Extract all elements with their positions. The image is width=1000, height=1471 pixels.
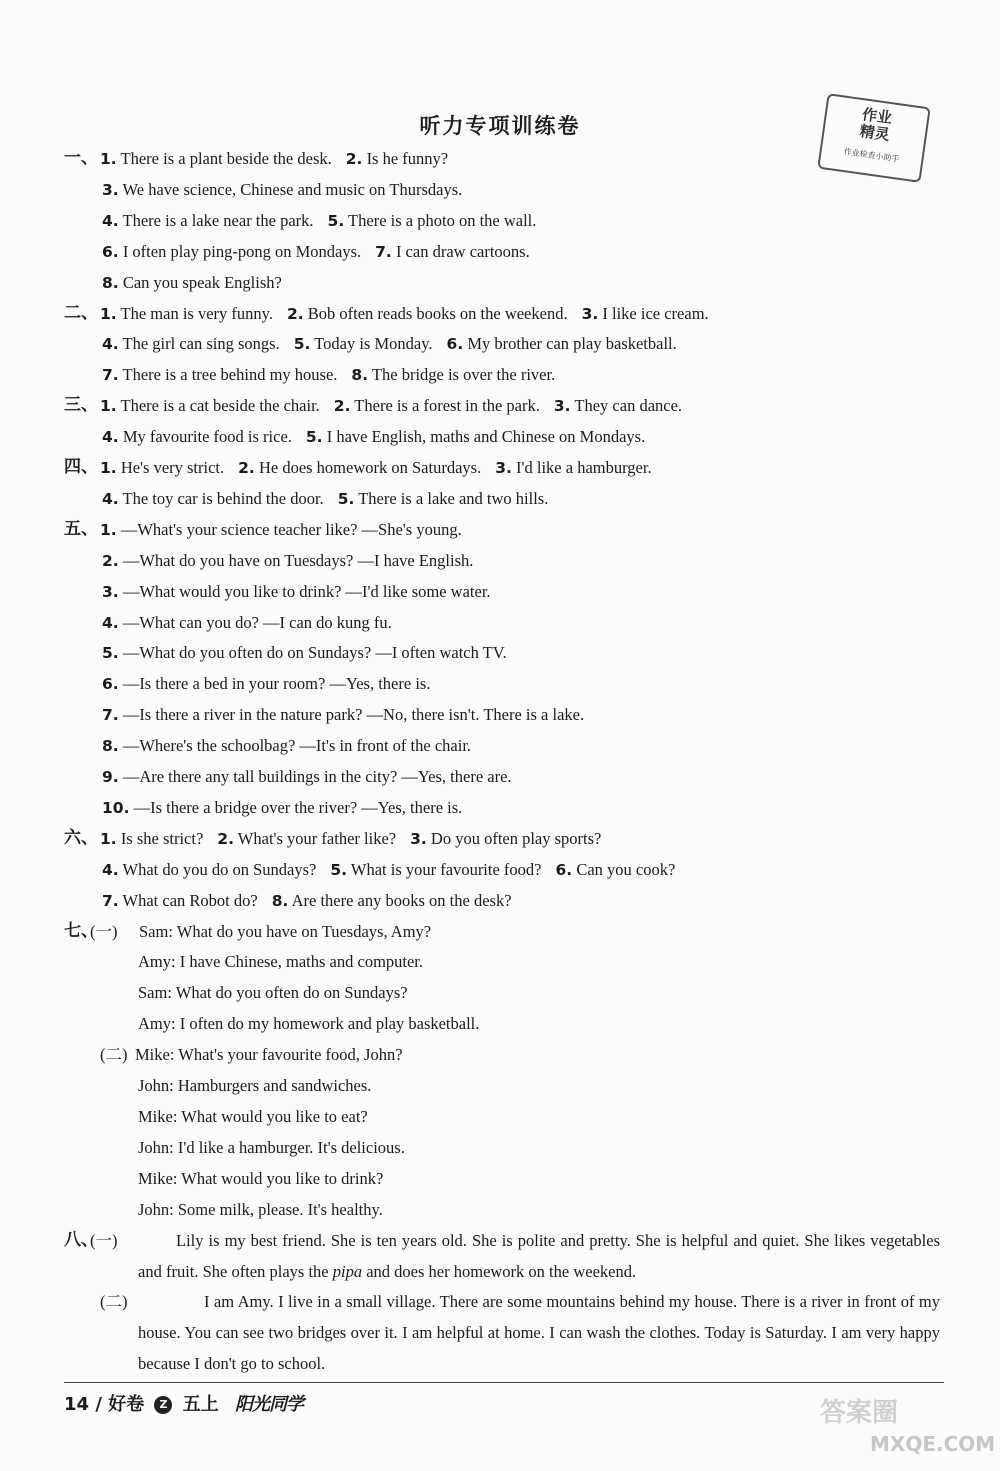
answer-item (102, 798, 462, 817)
dialogue-line: Mike: What's your favourite food, John? (135, 1045, 403, 1065)
answer-item (102, 891, 258, 910)
answer-item (102, 643, 507, 662)
watermark-url: MXQE.COM (870, 1432, 996, 1456)
answer-items (102, 885, 526, 917)
item-number: 3. (495, 459, 512, 477)
answer-line (0, 1070, 1000, 1101)
footer (64, 1390, 303, 1416)
item-text: What's your father like? (233, 828, 397, 848)
answer-line (0, 576, 1000, 607)
item-text: I can draw cartoons. (391, 241, 530, 261)
answer-item (100, 304, 273, 323)
answer-line (0, 668, 1000, 699)
answer-items (100, 390, 696, 422)
answer-line (0, 390, 1000, 421)
item-text: What do you do on Sundays? (118, 859, 317, 879)
item-text: What can Robot do? (118, 890, 258, 910)
answer-item (102, 489, 324, 508)
item-number: 7. (102, 366, 119, 385)
answer-item (102, 582, 491, 601)
answer-line (0, 792, 1000, 823)
answer-items (102, 854, 689, 886)
item-number: 8. (351, 366, 369, 385)
passage-segment: and does her homework on the weekend. (362, 1261, 637, 1281)
answer-item (346, 149, 448, 168)
item-text: What is your favourite food? (347, 859, 542, 879)
answer-item (294, 334, 433, 353)
answer-items (102, 236, 544, 268)
item-text: There is a lake and two hills. (354, 488, 549, 508)
answer-line (0, 885, 1000, 916)
answer-items (102, 328, 691, 360)
item-text: Is he funny? (362, 149, 449, 168)
item-number: 2. (217, 829, 234, 848)
answer-item (102, 705, 584, 724)
item-number: 2. (238, 459, 255, 477)
answer-item (102, 767, 512, 786)
answer-line (0, 916, 1000, 947)
answer-item (100, 396, 320, 415)
item-text: There is a cat beside the chair. (116, 396, 320, 416)
answer-item (102, 211, 314, 230)
item-number: 2. (102, 551, 119, 570)
answer-line (0, 1101, 1000, 1132)
section-label: 七、 (64, 920, 98, 941)
answer-items (100, 823, 615, 855)
item-text: —What do you have on Tuesdays? —I have English. (118, 550, 474, 570)
answer-items (102, 637, 521, 669)
answer-item (217, 829, 396, 848)
dialogue-line: Mike: What would you like to eat? (138, 1106, 368, 1126)
answer-item (102, 427, 292, 446)
item-text: —Is there a bridge over the river? —Yes, there is. (129, 797, 463, 817)
item-text: There is a tree behind my house. (118, 365, 338, 385)
answer-item (375, 242, 530, 261)
answer-item (330, 860, 541, 879)
answer-line (0, 730, 1000, 761)
item-number: 5. (330, 860, 348, 879)
item-text: There is a photo on the wall. (344, 210, 537, 230)
item-number: 5. (293, 335, 311, 354)
answer-item (102, 674, 430, 693)
answer-line (0, 607, 1000, 638)
section-label: 八、 (64, 1229, 98, 1250)
item-text: I like ice cream. (598, 303, 709, 323)
answer-item (556, 860, 676, 879)
answer-item (410, 829, 601, 848)
item-number: 1. (100, 829, 117, 848)
answer-items (102, 483, 562, 515)
item-number: 10. (102, 798, 130, 817)
answer-line (0, 854, 1000, 885)
item-number: 4. (102, 860, 119, 879)
answer-item (338, 489, 549, 508)
book-name: 好卷 (108, 1394, 145, 1415)
item-text: The toy car is behind the door. (118, 488, 324, 508)
section-label: 二、 (64, 302, 98, 323)
answer-line (0, 205, 1000, 236)
watermark-text: 答案圈 (820, 1398, 899, 1428)
answer-line (0, 483, 1000, 514)
answer-line (0, 545, 1000, 576)
item-text: My brother can play basketball. (463, 334, 677, 354)
answer-items (102, 545, 487, 577)
answer-line (0, 359, 1000, 390)
answer-line (0, 298, 1000, 329)
item-text: Are there any books on the desk? (288, 890, 512, 910)
item-number: 4. (102, 335, 119, 354)
dialogue-line: Amy: I often do my homework and play basketball. (138, 1014, 480, 1034)
item-text: I often play ping-pong on Mondays. (118, 241, 362, 261)
answer-items (100, 143, 462, 175)
answer-item (447, 334, 677, 353)
answer-item (102, 613, 392, 632)
answer-line (0, 1008, 1000, 1039)
answer-item (328, 211, 537, 230)
answer-items (102, 668, 444, 700)
item-text: Can you speak English? (118, 272, 282, 292)
item-number: 2. (286, 304, 304, 323)
item-text: —Is there a bed in your room? —Yes, there is. (118, 674, 431, 694)
dialogue-line: Sam: What do you often do on Sundays? (138, 983, 408, 1003)
item-number: 7. (102, 891, 119, 910)
answer-item (102, 273, 282, 292)
item-text: There is a plant beside the desk. (116, 149, 332, 168)
answer-items (102, 421, 659, 453)
answer-line (0, 946, 1000, 977)
edition-badge-icon: Z (154, 1396, 172, 1414)
item-number: 1. (100, 397, 117, 416)
answer-items (102, 792, 476, 824)
answer-item (272, 891, 512, 910)
item-text: He's very strict. (116, 458, 225, 477)
answer-item (554, 396, 682, 415)
dialogue-line: Sam: What do you have on Tuesdays, Amy? (139, 921, 432, 941)
dialogue-line: Mike: What would you like to drink? (138, 1168, 384, 1188)
section-label: 三、 (64, 395, 98, 416)
answer-line (0, 236, 1000, 267)
item-number: 1. (100, 520, 117, 539)
item-number: 7. (375, 242, 392, 261)
answer-item (102, 365, 337, 384)
passage-italic: pipa (332, 1261, 363, 1281)
answer-item (100, 458, 224, 477)
answer-item (102, 334, 280, 353)
answer-line (0, 174, 1000, 205)
answer-line (0, 699, 1000, 730)
part-label: (二) (100, 1045, 128, 1065)
section-label: 一、 (64, 148, 98, 168)
answer-items (102, 576, 505, 608)
answer-item (102, 736, 471, 755)
item-number: 8. (102, 273, 119, 292)
passage-segment: I am Amy. I live in a small village. There are some mountains behind my house. There is a river in front of my house. You can see two bridges over it. I am helpful at home. I can wash the clothes. Today is Saturday. I am very happy because I don't go to school. (138, 1292, 940, 1374)
item-number: 1. (100, 459, 117, 477)
footer-divider (64, 1382, 944, 1383)
item-text: There is a lake near the park. (118, 210, 314, 230)
answer-item (100, 520, 462, 539)
item-number: 6. (102, 675, 119, 694)
item-text: —What can you do? —I can do kung fu. (118, 612, 392, 632)
item-text: He does homework on Saturdays. (254, 458, 482, 477)
item-text: Today is Monday. (310, 334, 433, 354)
answer-item (100, 829, 203, 848)
answer-line (0, 637, 1000, 668)
answer-item (102, 180, 462, 199)
item-text: Is she strict? (116, 828, 204, 848)
answer-items (102, 205, 550, 237)
answer-items (102, 607, 406, 639)
grade-label: 五上 (182, 1394, 219, 1415)
item-text: The girl can sing songs. (118, 334, 280, 354)
item-text: There is a forest in the park. (350, 396, 540, 416)
item-number: 4. (102, 489, 119, 508)
answer-item (102, 551, 473, 570)
answer-line (0, 421, 1000, 452)
page-number: 14 (64, 1394, 90, 1415)
item-text: My favourite food is rice. (118, 427, 292, 447)
answer-line (0, 1039, 1000, 1070)
dialogue-line: John: Some milk, please. It's healthy. (138, 1199, 383, 1219)
answer-line (0, 267, 1000, 298)
answer-item (306, 427, 645, 446)
section-label: 五、 (64, 518, 98, 539)
item-text: They can dance. (570, 396, 683, 416)
answer-line (0, 1163, 1000, 1194)
item-number: 7. (102, 706, 119, 725)
answer-item (238, 458, 481, 477)
dialogue-line: John: Hamburgers and sandwiches. (138, 1076, 372, 1095)
part-label: (二) (100, 1292, 128, 1312)
item-number: 6. (446, 335, 464, 354)
item-number: 3. (102, 180, 119, 199)
item-number: 8. (102, 737, 119, 756)
answer-item (582, 304, 709, 323)
answer-item (102, 860, 316, 879)
page-title: 听力专项训练卷 (419, 114, 581, 138)
answer-item (100, 149, 332, 168)
answer-items (102, 174, 476, 206)
item-text: Bob often reads books on the weekend. (303, 303, 568, 323)
passage-text (138, 1225, 940, 1287)
answer-line (0, 1194, 1000, 1225)
item-text: —What's your science teacher like? —She's young. (116, 519, 462, 539)
item-number: 1. (100, 150, 117, 168)
item-text: —What do you often do on Sundays? —I often watch TV. (118, 643, 507, 663)
part-label: (一) (90, 921, 118, 941)
item-number: 6. (102, 242, 119, 261)
item-number: 1. (100, 304, 117, 323)
stamp-main-text: 作业 精灵 (858, 105, 894, 145)
item-number: 2. (345, 150, 363, 168)
answer-line (0, 1132, 1000, 1163)
item-number: 3. (553, 397, 571, 416)
item-text: —Is there a river in the nature park? —No, there isn't. There is a lake. (118, 705, 585, 725)
answer-item (351, 365, 555, 384)
brand-logo: 阳光同学 (235, 1394, 304, 1415)
dialogue-line: Amy: I have Chinese, maths and computer. (138, 952, 424, 972)
item-number: 3. (102, 582, 119, 601)
section-label: 四、 (64, 457, 98, 477)
item-number: 5. (337, 489, 355, 508)
answer-items (100, 514, 476, 546)
stamp-sub-text: 作业检查小助手 (843, 146, 900, 164)
item-number: 2. (333, 397, 351, 416)
item-number: 5. (102, 644, 119, 663)
answer-items (102, 699, 598, 731)
section-label: 六、 (64, 827, 98, 848)
answer-items (102, 267, 296, 299)
passage-segment: Lily is my best friend. She is ten years old. She is polite and pretty. She is helpful and quiet. She likes vegetables and fruit. She often plays the (138, 1230, 940, 1281)
answer-items (102, 730, 485, 762)
item-number: 3. (410, 829, 427, 848)
item-number: 9. (102, 768, 119, 786)
answer-item (495, 458, 651, 477)
answer-items (102, 761, 526, 793)
item-text: We have science, Chinese and music on Thursdays. (118, 179, 463, 199)
answer-line (0, 823, 1000, 854)
answer-line (0, 514, 1000, 545)
item-text: The bridge is over the river. (368, 365, 556, 385)
item-text: —Are there any tall buildings in the city? —Yes, there are. (118, 767, 512, 786)
answer-line (0, 328, 1000, 359)
answer-item (287, 304, 568, 323)
answer-line (0, 452, 1000, 483)
item-text: I have English, maths and Chinese on Mondays. (322, 427, 646, 447)
item-number: 5. (305, 428, 323, 447)
item-number: 3. (581, 304, 599, 323)
item-text: I'd like a hamburger. (511, 458, 652, 477)
item-number: 4. (102, 613, 119, 632)
answer-line (0, 977, 1000, 1008)
item-text: —What would you like to drink? —I'd like some water. (118, 581, 491, 601)
item-text: The man is very funny. (116, 303, 273, 323)
item-number: 8. (271, 891, 289, 910)
footer-slash: / (95, 1394, 102, 1415)
item-number: 6. (555, 860, 573, 879)
answer-items (100, 298, 723, 330)
answer-items (102, 359, 569, 391)
passage-text (138, 1286, 940, 1379)
answer-items (100, 452, 666, 484)
answer-line (0, 143, 1000, 174)
dialogue-line: John: I'd like a hamburger. It's delicious. (138, 1137, 405, 1157)
item-number: 5. (327, 211, 345, 230)
answer-item (334, 396, 540, 415)
item-text: Can you cook? (572, 859, 676, 879)
item-number: 4. (102, 211, 119, 230)
item-text: —Where's the schoolbag? —It's in front of the chair. (118, 736, 472, 756)
answer-line (0, 761, 1000, 792)
part-label: (一) (90, 1230, 118, 1250)
item-text: Do you often play sports? (426, 828, 602, 848)
item-number: 4. (102, 428, 119, 447)
answer-item (102, 242, 361, 261)
